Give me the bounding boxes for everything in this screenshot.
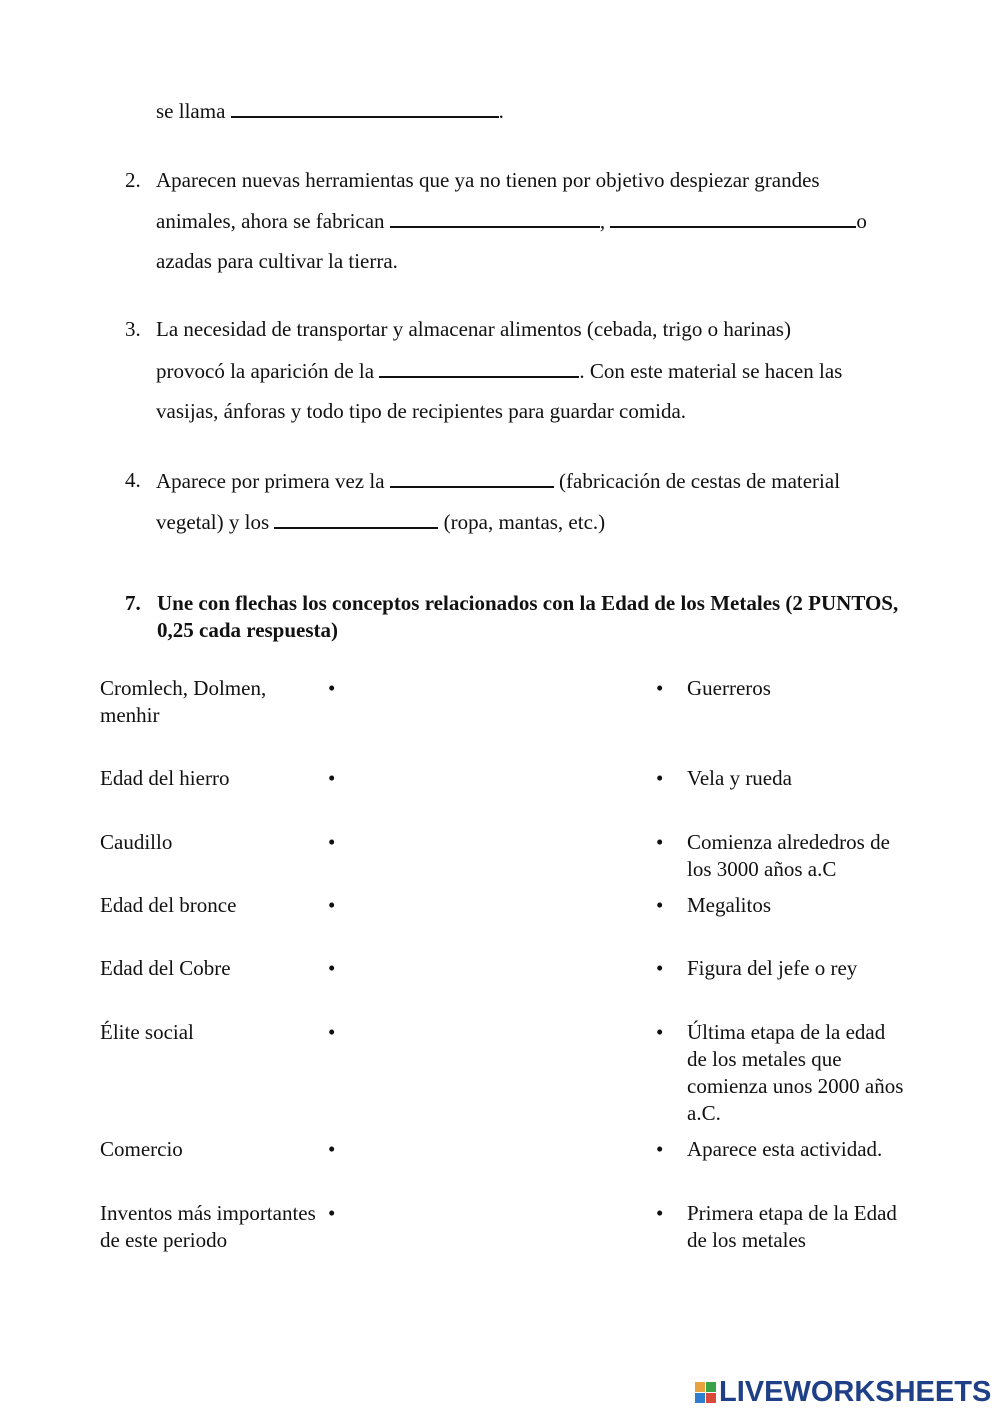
logo-square bbox=[706, 1393, 716, 1403]
left-item: Comercio bbox=[100, 1137, 183, 1161]
item1-end: se llama . bbox=[156, 99, 504, 123]
right-dot[interactable]: • bbox=[656, 893, 664, 917]
right-dot[interactable]: • bbox=[656, 766, 664, 790]
item2-blank-2[interactable] bbox=[610, 208, 856, 228]
item4-line1: Aparece por primera vez la (fabricación de cestas de material bbox=[156, 469, 841, 493]
logo-square bbox=[706, 1382, 716, 1392]
left-dot[interactable]: • bbox=[328, 1137, 336, 1161]
logo-mark-icon bbox=[695, 1382, 716, 1403]
item3-line3: vasijas, ánforas y todo tipo de recipientes para guardar comida. bbox=[156, 399, 687, 423]
left-dot[interactable]: • bbox=[328, 1020, 336, 1044]
worksheet-page: se llama . 2. Aparecen nuevas herramientas que ya no tienen por objetivo despiezar grandes animales, ahora se fabrican , o azadas para cultivar la tierra. 3. La necesidad de transportar y almacenar alimentos (cebada, trigo o harinas) provocó la aparición de la . Con este material se hacen las vasijas, ánforas y todo tipo de recipientes para guardar comida. 4. Aparece por primera vez la (fabricación de cestas de material vegetal) y los (ropa, mantas, etc.) 7. Une con flechas los conceptos relacionados con la Edad de los Metales (2 PUNTOS, 0,25 cada respuesta) Cromlech, Dolmen, menhir • • Guerreros Edad del hierro • • Vela y rueda Caudillo • • Comienza alrededros de los 3000 años a.C Edad del bronce • • Megalitos Edad del Cobre • • Figura del jefe o rey Élite social • • Última etapa de la edad de los metales que comienza unos 2000 años a.C. Comercio • • Aparece esta actividad. Inventos más importantes de este periodo • • Primera etapa de la Edad de los metales LIVEWORKSHEETS bbox=[0, 0, 1000, 1414]
right-dot[interactable]: • bbox=[656, 676, 664, 700]
left-item: Caudillo bbox=[100, 830, 173, 854]
item4-number: 4. bbox=[125, 468, 141, 492]
logo-square bbox=[695, 1382, 705, 1392]
left-item: Cromlech, Dolmen, menhir bbox=[100, 676, 267, 727]
item1-text: se llama bbox=[156, 99, 226, 123]
item3-blank[interactable] bbox=[379, 358, 579, 378]
item4-blank-1[interactable] bbox=[390, 468, 554, 488]
right-dot[interactable]: • bbox=[656, 1137, 664, 1161]
item3-number: 3. bbox=[125, 317, 141, 341]
left-item: Élite social bbox=[100, 1020, 194, 1044]
item2-line3: azadas para cultivar la tierra. bbox=[156, 249, 398, 273]
right-dot[interactable]: • bbox=[656, 1201, 664, 1225]
right-dot[interactable]: • bbox=[656, 956, 664, 980]
item4-line2: vegetal) y los (ropa, mantas, etc.) bbox=[156, 510, 606, 534]
left-item: Edad del Cobre bbox=[100, 956, 231, 980]
right-item: Vela y rueda bbox=[687, 766, 792, 790]
item2-line2: animales, ahora se fabrican , o bbox=[156, 209, 867, 233]
item4-blank-2[interactable] bbox=[274, 509, 438, 529]
right-item: Aparece esta actividad. bbox=[687, 1137, 883, 1161]
logo-text: LIVEWORKSHEETS bbox=[719, 1375, 992, 1408]
left-dot[interactable]: • bbox=[328, 830, 336, 854]
right-dot[interactable]: • bbox=[656, 830, 664, 854]
item2-blank-1[interactable] bbox=[390, 208, 600, 228]
item2-number: 2. bbox=[125, 168, 141, 192]
logo-square bbox=[695, 1393, 705, 1403]
left-dot[interactable]: • bbox=[328, 676, 336, 700]
left-dot[interactable]: • bbox=[328, 1201, 336, 1225]
left-dot[interactable]: • bbox=[328, 893, 336, 917]
left-item: Edad del hierro bbox=[100, 766, 230, 790]
right-item: Figura del jefe o rey bbox=[687, 956, 858, 980]
right-item: Primera etapa de la Edad de los metales bbox=[687, 1201, 897, 1252]
left-dot[interactable]: • bbox=[328, 956, 336, 980]
right-item: Megalitos bbox=[687, 893, 771, 917]
right-item: Guerreros bbox=[687, 676, 771, 700]
item3-line1: La necesidad de transportar y almacenar alimentos (cebada, trigo o harinas) bbox=[156, 317, 791, 341]
left-item: Inventos más importantes de este periodo bbox=[100, 1201, 316, 1252]
item1-blank[interactable] bbox=[231, 98, 499, 118]
left-dot[interactable]: • bbox=[328, 766, 336, 790]
item3-line2: provocó la aparición de la . Con este material se hacen las bbox=[156, 359, 843, 383]
liveworksheets-logo bbox=[695, 1374, 991, 1410]
right-item: Comienza alrededros de los 3000 años a.C bbox=[687, 830, 890, 881]
left-item: Edad del bronce bbox=[100, 893, 237, 917]
item2-line1: Aparecen nuevas herramientas que ya no tienen por objetivo despiezar grandes bbox=[156, 168, 820, 192]
right-item: Última etapa de la edad de los metales que comienza unos 2000 años a.C. bbox=[687, 1020, 904, 1125]
right-dot[interactable]: • bbox=[656, 1020, 664, 1044]
